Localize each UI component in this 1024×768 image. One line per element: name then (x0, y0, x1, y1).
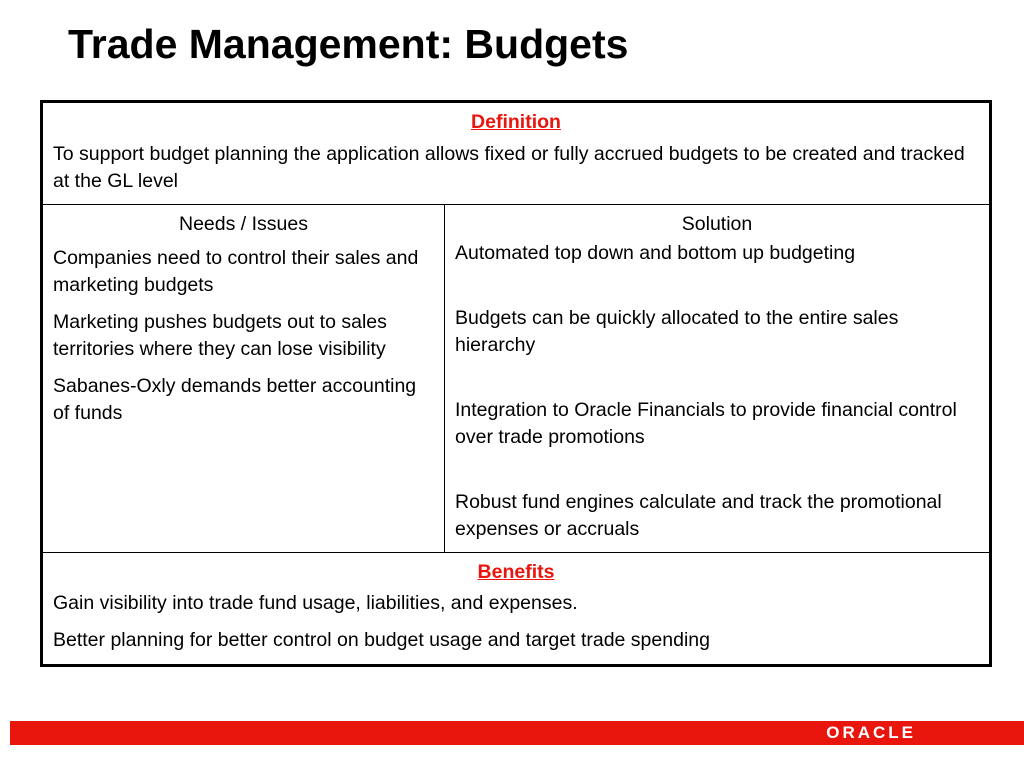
benefits-cell (42, 553, 991, 666)
solution-item: Integration to Oracle Financials to provide financial control over trade promotions (455, 399, 957, 448)
need-item: Sabanes-Oxly demands better accounting of funds (53, 375, 417, 424)
solution-heading: Solution (681, 213, 753, 235)
benefits-heading: Benefits (477, 561, 555, 583)
benefit-item: Better planning for better control on budget usage and target trade spending (53, 629, 710, 651)
solution-cell (445, 205, 991, 553)
slide-title: Trade Management: Budgets (68, 21, 629, 67)
footer-bar (10, 721, 1024, 745)
needs-cell (42, 205, 445, 553)
needs-heading: Needs / Issues (179, 213, 308, 235)
benefits-row (42, 553, 991, 666)
content-table (40, 100, 992, 667)
definition-cell (42, 102, 991, 205)
definition-text: To support budget planning the application allows fixed or fully accrued budgets to be created and tracked at the GL level (53, 143, 965, 192)
benefit-item: Gain visibility into trade fund usage, liabilities, and expenses. (53, 592, 578, 614)
oracle-logo: ORACLE (826, 723, 916, 742)
needs-solution-row (42, 205, 991, 553)
definition-heading: Definition (471, 111, 561, 133)
solution-item: Budgets can be quickly allocated to the entire sales hierarchy (455, 307, 899, 356)
solution-item: Automated top down and bottom up budgeting (455, 242, 856, 264)
definition-row (42, 102, 991, 205)
need-item: Companies need to control their sales and marketing budgets (53, 247, 419, 296)
solution-item: Robust fund engines calculate and track the promotional expenses or accruals (455, 491, 942, 540)
need-item: Marketing pushes budgets out to sales territories where they can lose visibility (53, 311, 387, 360)
